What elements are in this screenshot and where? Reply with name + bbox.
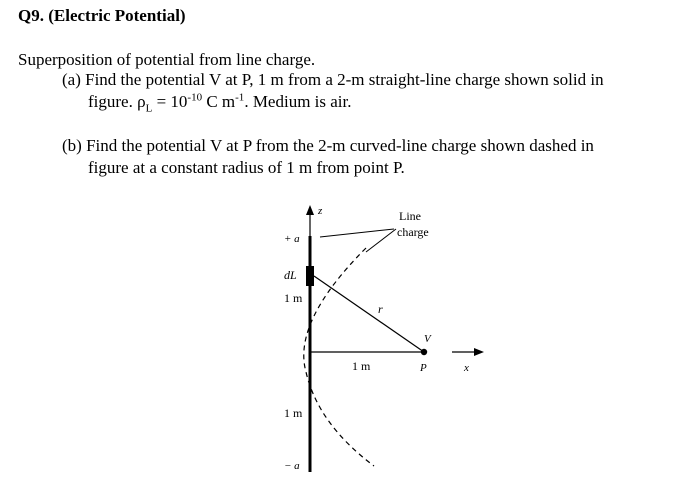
part-a-rho: figure. ρ	[88, 92, 146, 111]
line-charge-label-2: charge	[397, 225, 429, 239]
r-label: r	[378, 302, 383, 316]
r-line	[314, 276, 424, 352]
part-b-label: (b)	[62, 136, 82, 155]
z-label: z	[318, 205, 323, 217]
minus-a-label: − a	[284, 460, 300, 472]
point-p	[421, 349, 427, 355]
part-a-rho-sub: L	[145, 102, 153, 115]
x-axis-arrowhead	[474, 348, 484, 356]
x-label: x	[464, 362, 469, 374]
part-a-label: (a)	[62, 70, 81, 89]
mid-1m-label: 1 m	[352, 359, 371, 373]
line-charge-leader-2	[366, 229, 396, 252]
part-a-exp: -10	[187, 91, 203, 104]
lower-1m-label: 1 m	[284, 406, 303, 420]
line-charge-label-1: Line	[399, 209, 421, 223]
upper-1m-label: 1 m	[284, 291, 303, 305]
v-label: V	[424, 333, 431, 345]
plus-a-label: + a	[284, 233, 300, 245]
part-b-text: Find the potential V at P from the 2-m curved-line charge shown dashed in	[86, 136, 594, 155]
question-title: Q9. (Electric Potential)	[18, 6, 186, 25]
part-a-unit: C m	[202, 92, 236, 111]
question-intro: Superposition of potential from line charge.	[18, 50, 316, 69]
dl-label: dL	[284, 268, 297, 282]
z-axis-arrowhead	[306, 205, 314, 215]
curved-line-charge	[304, 248, 374, 466]
part-a-text: Find the potential V at P, 1 m from a 2-m straight-line charge shown solid in	[85, 70, 604, 89]
part-a-unit-exp: -1	[235, 91, 245, 104]
dl-segment	[306, 266, 314, 286]
part-a-eq: = 10	[152, 92, 188, 111]
p-label: P	[420, 362, 427, 374]
line-charge-leader-1	[320, 229, 394, 237]
part-a-suffix: . Medium is air.	[244, 92, 352, 111]
part-b-line2: figure at a constant radius of 1 m from point P.	[88, 158, 405, 177]
